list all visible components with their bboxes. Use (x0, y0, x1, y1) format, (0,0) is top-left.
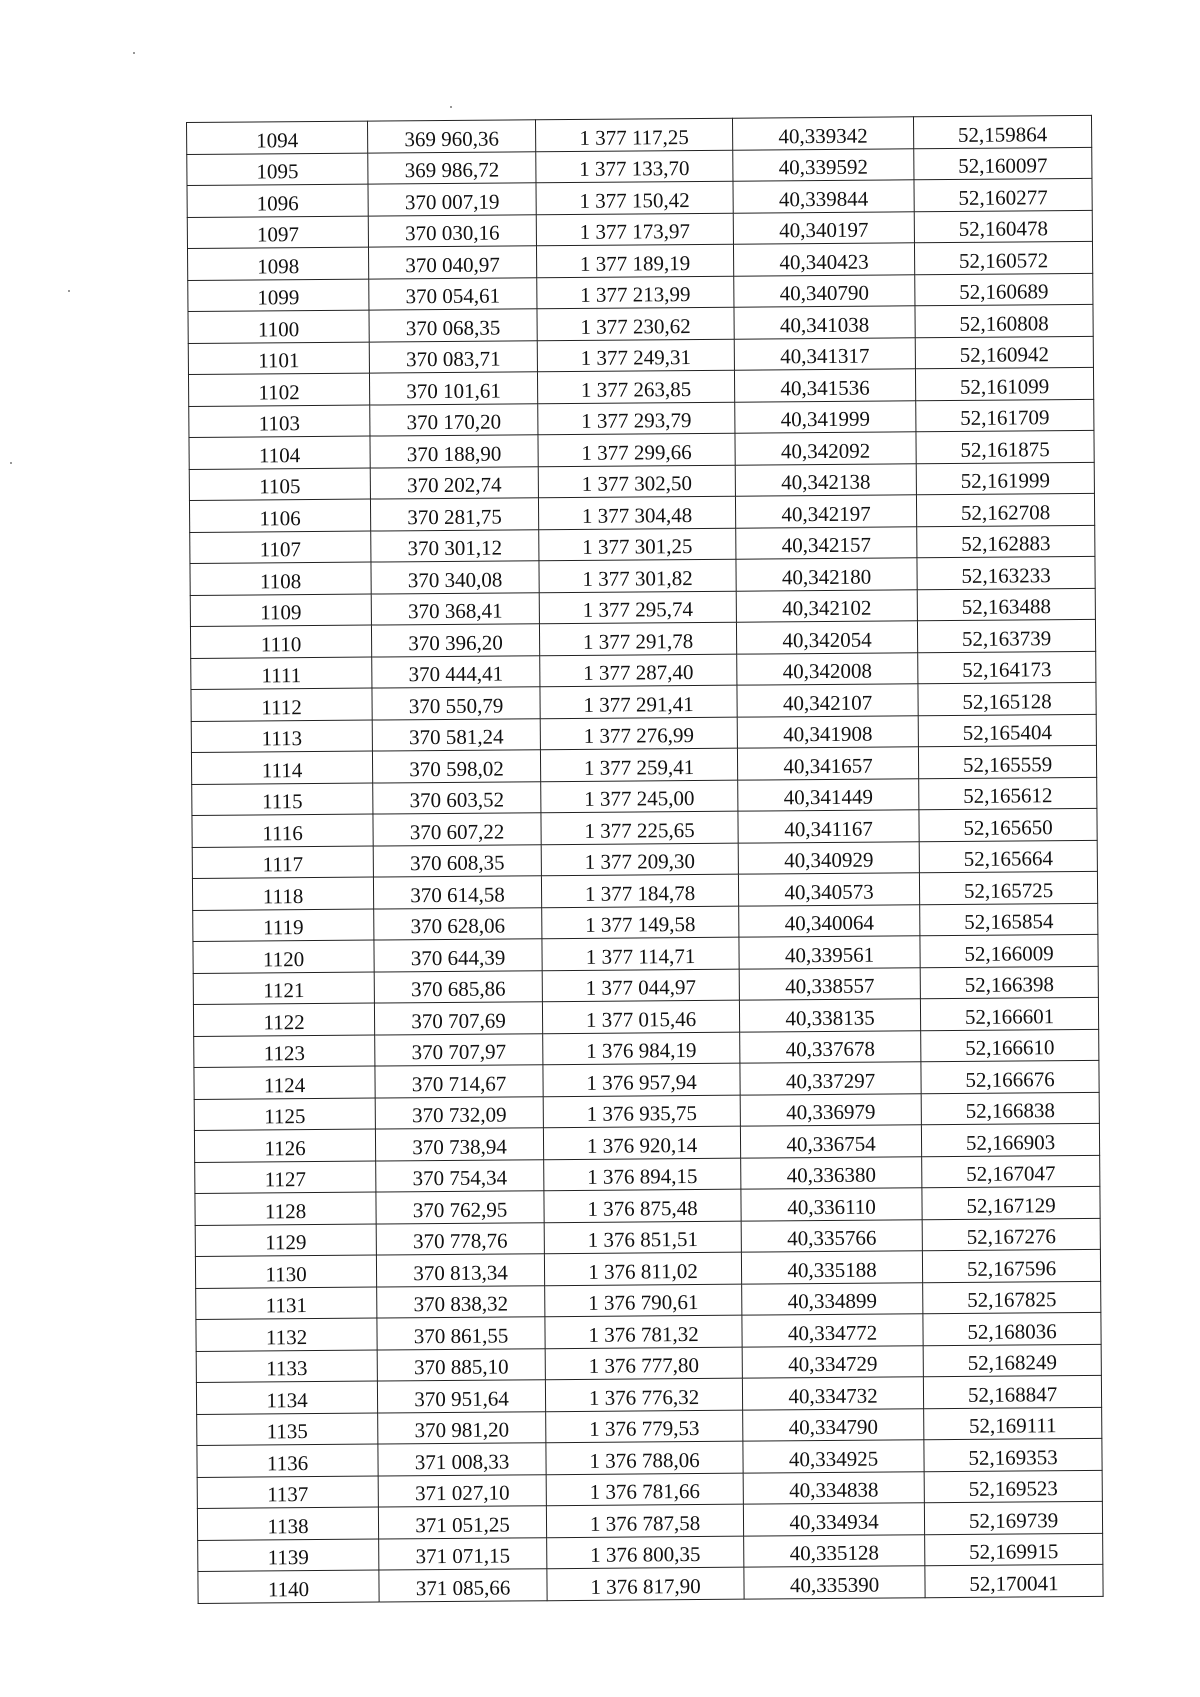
longitude-cell: 52,165559 (918, 745, 1096, 778)
y-coordinate-cell: 1 377 293,79 (538, 402, 735, 435)
x-coordinate-cell: 370 861,55 (377, 1317, 545, 1350)
latitude-cell: 40,336380 (741, 1156, 922, 1189)
coordinates-table-body (187, 115, 1104, 1603)
x-coordinate-cell: 371 051,25 (378, 1506, 546, 1539)
x-coordinate-cell: 370 628,06 (374, 907, 542, 940)
latitude-cell: 40,341999 (735, 400, 916, 433)
latitude-cell: 40,334790 (743, 1408, 924, 1441)
point-number-cell: 1114 (191, 751, 372, 784)
point-number-cell: 1134 (196, 1381, 377, 1414)
point-number-cell: 1109 (190, 594, 371, 627)
latitude-cell: 40,337297 (740, 1062, 921, 1095)
longitude-cell: 52,168847 (923, 1375, 1101, 1408)
y-coordinate-cell: 1 377 263,85 (537, 370, 734, 403)
latitude-cell: 40,342092 (735, 432, 916, 465)
longitude-cell: 52,166398 (920, 966, 1098, 999)
latitude-cell: 40,340573 (738, 873, 919, 906)
point-number-cell: 1121 (193, 972, 374, 1005)
latitude-cell: 40,341167 (738, 810, 919, 843)
x-coordinate-cell: 370 550,79 (372, 687, 540, 720)
x-coordinate-cell: 370 981,20 (378, 1411, 546, 1444)
latitude-cell: 40,338135 (739, 999, 920, 1032)
x-coordinate-cell: 371 008,33 (378, 1443, 546, 1476)
y-coordinate-cell: 1 377 114,71 (542, 937, 739, 970)
latitude-cell: 40,339561 (739, 936, 920, 969)
latitude-cell: 40,339592 (733, 148, 914, 181)
longitude-cell: 52,169353 (924, 1438, 1102, 1471)
x-coordinate-cell: 369 986,72 (368, 151, 536, 184)
x-coordinate-cell: 370 068,35 (369, 309, 537, 342)
longitude-cell: 52,170041 (925, 1564, 1103, 1597)
latitude-cell: 40,335390 (744, 1566, 925, 1599)
x-coordinate-cell: 370 778,76 (376, 1222, 544, 1255)
longitude-cell: 52,168249 (923, 1344, 1101, 1377)
y-coordinate-cell: 1 377 117,25 (535, 118, 732, 151)
longitude-cell: 52,160097 (914, 147, 1092, 180)
longitude-cell: 52,162883 (917, 525, 1095, 558)
point-number-cell: 1112 (191, 688, 372, 721)
point-number-cell: 1131 (196, 1287, 377, 1320)
longitude-cell: 52,168036 (923, 1312, 1101, 1345)
coordinates-table (186, 115, 1104, 1604)
x-coordinate-cell: 370 581,24 (372, 718, 540, 751)
longitude-cell: 52,165664 (919, 840, 1097, 873)
latitude-cell: 40,341317 (734, 337, 915, 370)
point-number-cell: 1099 (188, 279, 369, 312)
x-coordinate-cell: 370 754,34 (376, 1159, 544, 1192)
point-number-cell: 1126 (194, 1129, 375, 1162)
x-coordinate-cell: 370 732,09 (375, 1096, 543, 1129)
table-row (198, 1564, 1103, 1603)
y-coordinate-cell: 1 376 984,19 (543, 1032, 740, 1065)
y-coordinate-cell: 1 376 935,75 (543, 1095, 740, 1128)
x-coordinate-cell: 371 027,10 (378, 1474, 546, 1507)
longitude-cell: 52,167276 (922, 1218, 1100, 1251)
x-coordinate-cell: 370 030,16 (368, 214, 536, 247)
latitude-cell: 40,335188 (741, 1251, 922, 1284)
point-number-cell: 1097 (187, 216, 368, 249)
latitude-cell: 40,336110 (741, 1188, 922, 1221)
x-coordinate-cell: 370 202,74 (370, 466, 538, 499)
longitude-cell: 52,169523 (924, 1470, 1102, 1503)
x-coordinate-cell: 370 083,71 (369, 340, 537, 373)
latitude-cell: 40,340929 (738, 841, 919, 874)
x-coordinate-cell: 370 444,41 (372, 655, 540, 688)
longitude-cell: 52,165854 (920, 903, 1098, 936)
x-coordinate-cell: 370 813,34 (376, 1254, 544, 1287)
point-number-cell: 1122 (193, 1003, 374, 1036)
latitude-cell: 40,334732 (742, 1377, 923, 1410)
y-coordinate-cell: 1 377 291,41 (540, 685, 737, 718)
longitude-cell: 52,166838 (921, 1092, 1099, 1125)
latitude-cell: 40,335128 (744, 1534, 925, 1567)
point-number-cell: 1103 (189, 405, 370, 438)
x-coordinate-cell: 370 040,97 (368, 246, 536, 279)
point-number-cell: 1101 (188, 342, 369, 375)
latitude-cell: 40,337678 (740, 1030, 921, 1063)
point-number-cell: 1115 (192, 783, 373, 816)
point-number-cell: 1128 (195, 1192, 376, 1225)
x-coordinate-cell: 370 101,61 (369, 372, 537, 405)
scan-speck (68, 290, 70, 292)
longitude-cell: 52,169915 (925, 1533, 1103, 1566)
point-number-cell: 1138 (197, 1507, 378, 1540)
latitude-cell: 40,334729 (742, 1345, 923, 1378)
x-coordinate-cell: 370 301,12 (371, 529, 539, 562)
latitude-cell: 40,342008 (737, 652, 918, 685)
latitude-cell: 40,342157 (736, 526, 917, 559)
y-coordinate-cell: 1 376 790,61 (545, 1284, 742, 1317)
y-coordinate-cell: 1 377 304,48 (538, 496, 735, 529)
x-coordinate-cell: 370 608,35 (373, 844, 541, 877)
latitude-cell: 40,340197 (733, 211, 914, 244)
x-coordinate-cell: 370 951,64 (377, 1380, 545, 1413)
x-coordinate-cell: 370 340,08 (371, 561, 539, 594)
longitude-cell: 52,165650 (919, 808, 1097, 841)
x-coordinate-cell: 369 960,36 (367, 120, 535, 153)
x-coordinate-cell: 371 071,15 (379, 1537, 547, 1570)
y-coordinate-cell: 1 377 189,19 (536, 244, 733, 277)
point-number-cell: 1098 (187, 247, 368, 280)
x-coordinate-cell: 370 396,20 (371, 624, 539, 657)
point-number-cell: 1113 (191, 720, 372, 753)
point-number-cell: 1124 (194, 1066, 375, 1099)
y-coordinate-cell: 1 377 302,50 (538, 465, 735, 498)
point-number-cell: 1095 (187, 153, 368, 186)
y-coordinate-cell: 1 377 225,65 (541, 811, 738, 844)
x-coordinate-cell: 370 598,02 (372, 750, 540, 783)
latitude-cell: 40,340064 (739, 904, 920, 937)
x-coordinate-cell: 370 644,39 (374, 939, 542, 972)
y-coordinate-cell: 1 376 800,35 (547, 1536, 744, 1569)
longitude-cell: 52,160572 (914, 241, 1092, 274)
point-number-cell: 1110 (190, 625, 371, 658)
point-number-cell: 1129 (195, 1224, 376, 1257)
longitude-cell: 52,166601 (920, 997, 1098, 1030)
longitude-cell: 52,164173 (918, 651, 1096, 684)
x-coordinate-cell: 370 368,41 (371, 592, 539, 625)
longitude-cell: 52,159864 (913, 115, 1091, 148)
longitude-cell: 52,161875 (916, 430, 1094, 463)
longitude-cell: 52,169111 (924, 1407, 1102, 1440)
point-number-cell: 1130 (195, 1255, 376, 1288)
y-coordinate-cell: 1 377 015,46 (542, 1000, 739, 1033)
y-coordinate-cell: 1 376 776,32 (545, 1378, 742, 1411)
longitude-cell: 52,165725 (919, 871, 1097, 904)
latitude-cell: 40,342138 (735, 463, 916, 496)
y-coordinate-cell: 1 376 811,02 (544, 1252, 741, 1285)
longitude-cell: 52,163233 (917, 556, 1095, 589)
latitude-cell: 40,335766 (741, 1219, 922, 1252)
y-coordinate-cell: 1 376 894,15 (544, 1158, 741, 1191)
point-number-cell: 1106 (189, 499, 370, 532)
point-number-cell: 1135 (197, 1413, 378, 1446)
longitude-cell: 52,167825 (923, 1281, 1101, 1314)
point-number-cell: 1127 (195, 1161, 376, 1194)
y-coordinate-cell: 1 377 259,41 (540, 748, 737, 781)
y-coordinate-cell: 1 377 213,99 (537, 276, 734, 309)
point-number-cell: 1120 (193, 940, 374, 973)
latitude-cell: 40,340423 (733, 243, 914, 276)
latitude-cell: 40,339844 (733, 180, 914, 213)
point-number-cell: 1123 (194, 1035, 375, 1068)
point-number-cell: 1132 (196, 1318, 377, 1351)
x-coordinate-cell: 370 707,69 (374, 1002, 542, 1035)
y-coordinate-cell: 1 377 209,30 (541, 843, 738, 876)
latitude-cell: 40,339342 (732, 117, 913, 150)
point-number-cell: 1107 (190, 531, 371, 564)
latitude-cell: 40,342180 (736, 558, 917, 591)
y-coordinate-cell: 1 377 173,97 (536, 213, 733, 246)
y-coordinate-cell: 1 377 245,00 (541, 780, 738, 813)
longitude-cell: 52,166610 (921, 1029, 1099, 1062)
point-number-cell: 1111 (191, 657, 372, 690)
point-number-cell: 1140 (198, 1570, 379, 1603)
x-coordinate-cell: 370 707,97 (375, 1033, 543, 1066)
longitude-cell: 52,161999 (916, 462, 1094, 495)
longitude-cell: 52,160942 (915, 336, 1093, 369)
point-number-cell: 1096 (187, 184, 368, 217)
latitude-cell: 40,341536 (734, 369, 915, 402)
x-coordinate-cell: 370 838,32 (377, 1285, 545, 1318)
longitude-cell: 52,161099 (915, 367, 1093, 400)
latitude-cell: 40,336979 (740, 1093, 921, 1126)
y-coordinate-cell: 1 377 230,62 (537, 307, 734, 340)
y-coordinate-cell: 1 376 777,80 (545, 1347, 742, 1380)
y-coordinate-cell: 1 376 781,32 (545, 1315, 742, 1348)
y-coordinate-cell: 1 377 150,42 (536, 181, 733, 214)
x-coordinate-cell: 370 007,19 (368, 183, 536, 216)
latitude-cell: 40,341908 (737, 715, 918, 748)
y-coordinate-cell: 1 377 295,74 (539, 591, 736, 624)
y-coordinate-cell: 1 377 133,70 (536, 150, 733, 183)
y-coordinate-cell: 1 377 249,31 (537, 339, 734, 372)
y-coordinate-cell: 1 376 817,90 (547, 1567, 744, 1600)
longitude-cell: 52,167596 (922, 1249, 1100, 1282)
x-coordinate-cell: 371 085,66 (379, 1569, 547, 1602)
x-coordinate-cell: 370 762,95 (376, 1191, 544, 1224)
latitude-cell: 40,342107 (737, 684, 918, 717)
scan-speck (10, 462, 12, 464)
point-number-cell: 1118 (192, 877, 373, 910)
longitude-cell: 52,163739 (917, 619, 1095, 652)
y-coordinate-cell: 1 377 044,97 (542, 969, 739, 1002)
longitude-cell: 52,160808 (915, 304, 1093, 337)
point-number-cell: 1094 (187, 121, 368, 154)
longitude-cell: 52,160277 (914, 178, 1092, 211)
longitude-cell: 52,165404 (918, 714, 1096, 747)
longitude-cell: 52,169739 (924, 1501, 1102, 1534)
y-coordinate-cell: 1 376 851,51 (544, 1221, 741, 1254)
longitude-cell: 52,160478 (914, 210, 1092, 243)
point-number-cell: 1108 (190, 562, 371, 595)
x-coordinate-cell: 370 685,86 (374, 970, 542, 1003)
point-number-cell: 1119 (193, 909, 374, 942)
point-number-cell: 1139 (198, 1539, 379, 1572)
x-coordinate-cell: 370 603,52 (373, 781, 541, 814)
point-number-cell: 1116 (192, 814, 373, 847)
longitude-cell: 52,166009 (920, 934, 1098, 967)
point-number-cell: 1104 (189, 436, 370, 469)
longitude-cell: 52,163488 (917, 588, 1095, 621)
longitude-cell: 52,161709 (916, 399, 1094, 432)
y-coordinate-cell: 1 377 301,25 (539, 528, 736, 561)
x-coordinate-cell: 370 281,75 (370, 498, 538, 531)
y-coordinate-cell: 1 376 920,14 (543, 1126, 740, 1159)
y-coordinate-cell: 1 377 291,78 (539, 622, 736, 655)
point-number-cell: 1102 (188, 373, 369, 406)
latitude-cell: 40,342197 (735, 495, 916, 528)
y-coordinate-cell: 1 376 875,48 (544, 1189, 741, 1222)
latitude-cell: 40,341038 (734, 306, 915, 339)
point-number-cell: 1137 (197, 1476, 378, 1509)
longitude-cell: 52,160689 (915, 273, 1093, 306)
point-number-cell: 1105 (189, 468, 370, 501)
point-number-cell: 1133 (196, 1350, 377, 1383)
y-coordinate-cell: 1 376 779,53 (546, 1410, 743, 1443)
point-number-cell: 1117 (192, 846, 373, 879)
latitude-cell: 40,334772 (742, 1314, 923, 1347)
x-coordinate-cell: 370 188,90 (370, 435, 538, 468)
point-number-cell: 1136 (197, 1444, 378, 1477)
y-coordinate-cell: 1 377 299,66 (538, 433, 735, 466)
x-coordinate-cell: 370 714,67 (375, 1065, 543, 1098)
x-coordinate-cell: 370 738,94 (375, 1128, 543, 1161)
y-coordinate-cell: 1 376 788,06 (546, 1441, 743, 1474)
latitude-cell: 40,342054 (736, 621, 917, 654)
latitude-cell: 40,340790 (734, 274, 915, 307)
point-number-cell: 1125 (194, 1098, 375, 1131)
y-coordinate-cell: 1 377 276,99 (540, 717, 737, 750)
point-number-cell: 1100 (188, 310, 369, 343)
longitude-cell: 52,165612 (919, 777, 1097, 810)
latitude-cell: 40,334934 (743, 1503, 924, 1536)
latitude-cell: 40,341449 (738, 778, 919, 811)
latitude-cell: 40,338557 (739, 967, 920, 1000)
x-coordinate-cell: 370 054,61 (369, 277, 537, 310)
longitude-cell: 52,166676 (921, 1060, 1099, 1093)
y-coordinate-cell: 1 377 184,78 (541, 874, 738, 907)
longitude-cell: 52,167047 (922, 1155, 1100, 1188)
latitude-cell: 40,336754 (740, 1125, 921, 1158)
longitude-cell: 52,167129 (922, 1186, 1100, 1219)
y-coordinate-cell: 1 377 149,58 (542, 906, 739, 939)
latitude-cell: 40,334838 (743, 1471, 924, 1504)
longitude-cell: 52,166903 (921, 1123, 1099, 1156)
latitude-cell: 40,334925 (743, 1440, 924, 1473)
y-coordinate-cell: 1 377 301,82 (539, 559, 736, 592)
longitude-cell: 52,162708 (916, 493, 1094, 526)
y-coordinate-cell: 1 376 781,66 (546, 1473, 743, 1506)
latitude-cell: 40,341657 (737, 747, 918, 780)
x-coordinate-cell: 370 614,58 (373, 876, 541, 909)
longitude-cell: 52,165128 (918, 682, 1096, 715)
scan-speck (133, 52, 135, 54)
y-coordinate-cell: 1 377 287,40 (540, 654, 737, 687)
x-coordinate-cell: 370 607,22 (373, 813, 541, 846)
latitude-cell: 40,342102 (736, 589, 917, 622)
y-coordinate-cell: 1 376 957,94 (543, 1063, 740, 1096)
scan-speck (450, 106, 452, 108)
x-coordinate-cell: 370 885,10 (377, 1348, 545, 1381)
x-coordinate-cell: 370 170,20 (370, 403, 538, 436)
y-coordinate-cell: 1 376 787,58 (546, 1504, 743, 1537)
latitude-cell: 40,334899 (742, 1282, 923, 1315)
